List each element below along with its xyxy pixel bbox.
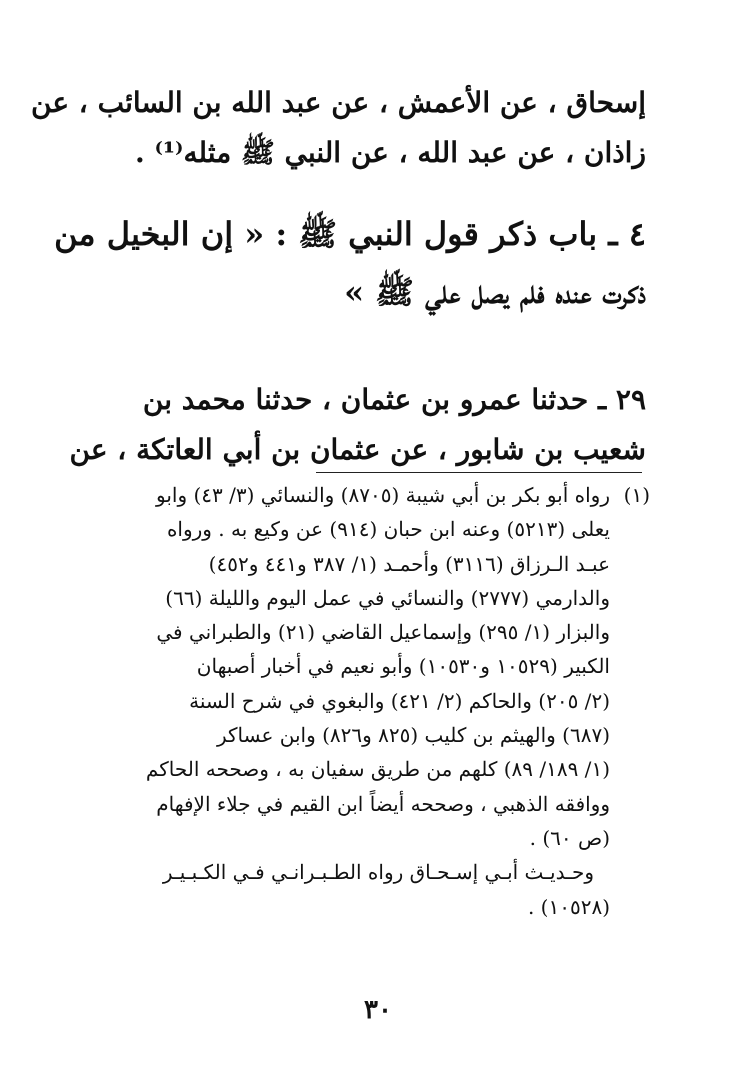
heading-line: ذكرت عنده فلم يصل علي ﷺ » xyxy=(344,273,646,311)
footnote-line: وحـديـث أبـي إسـحـاق رواه الطـبـرانـي فـي الكـبـيـر xyxy=(162,860,594,885)
footnote-line: (٢/ ٢٠٥) والحاكم (٢/ ٤٢١) والبغوي في شرح السنة xyxy=(189,688,610,713)
heading-line: ٤ ـ باب ذكر قول النبي ﷺ : « إن البخيل من xyxy=(54,215,646,253)
footnote-line: رواه أبو بكر بن أبي شيبة (٨٧٠٥) والنسائي (٣/ ٤٣) وابو xyxy=(156,483,610,507)
footnote-line: والدارمي (٢٧٧٧) والنسائي في عمل اليوم والليلة (٦٦) xyxy=(165,585,610,610)
footnote-line: ووافقه الذهبي ، وصححه أيضاً ابن القيم في جلاء الإفهام xyxy=(156,791,610,816)
hadith-paragraph xyxy=(69,375,646,475)
footnote-line: يعلى (٥٢١٣) وعنه ابن حبان (٩١٤) عن وكيع به . ورواه xyxy=(166,517,610,542)
footnote-number: (١) xyxy=(623,483,650,507)
chapter-heading xyxy=(54,205,646,321)
footnote-line: (ص ٦٠) . xyxy=(529,825,610,850)
text-line: زاذان ، عن عبد الله ، عن النبي ﷺ مثله⁽¹⁾ . xyxy=(135,136,646,169)
footnote-line: الكبير (١٠٥٢٩ و١٠٥٣٠) وأبو نعيم في أخبار أصبهان xyxy=(196,654,610,679)
footnote-line: (٦٨٧) والهيثم بن كليب (٨٢٥ و٨٢٦) وابن عساكر xyxy=(216,723,610,748)
footnote-line: والبزار (١/ ٢٩٥) وإسماعيل القاضي (٢١) والطبراني في xyxy=(156,620,610,645)
text-line: ٢٩ ـ حدثنا عمرو بن عثمان ، حدثنا محمد بن xyxy=(142,383,646,416)
text-line: شعيب بن شابور ، عن عثمان بن أبي العاتكة ، عن xyxy=(69,433,646,466)
footnote-first-row xyxy=(112,478,650,512)
footnotes xyxy=(112,478,650,924)
continuation-paragraph xyxy=(31,78,646,178)
text-line: إسحاق ، عن الأعمش ، عن عبد الله بن السائب ، عن xyxy=(31,86,646,119)
page-number: ٣٠ xyxy=(364,995,392,1025)
footnote-line: عبـد الـرزاق (٣١١٦) وأحمـد (١/ ٣٨٧ و٤٤١ و٤٥٢) xyxy=(208,551,610,576)
footnote-line: (١٠٥٢٨) . xyxy=(527,894,610,919)
footnote-divider xyxy=(316,472,642,473)
footnote-line: (١/ ١٨٩/ ٨٩) كلهم من طريق سفيان به ، وصححه الحاكم xyxy=(145,757,610,782)
